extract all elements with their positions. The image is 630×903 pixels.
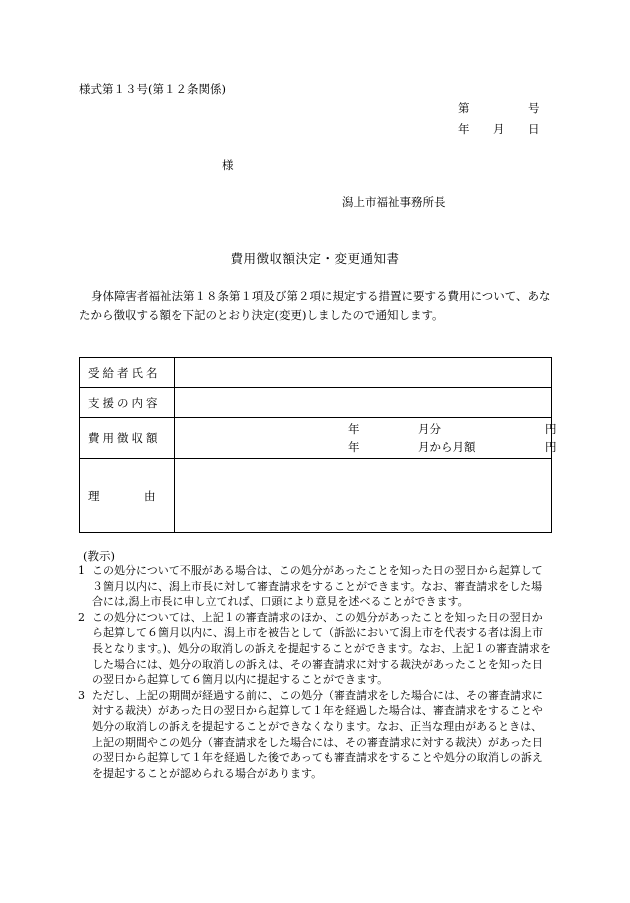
reason-value (175, 459, 552, 533)
notice-item (78, 610, 553, 688)
reason-label (80, 459, 175, 533)
row-fee (80, 418, 552, 459)
reason-label-1: 理 (88, 488, 103, 503)
notice-item (78, 563, 553, 610)
fee-row2-month: 月から月額 (418, 440, 476, 454)
info-table (79, 357, 557, 533)
recipient-honorific: 様 (222, 158, 234, 172)
row-support (80, 388, 552, 418)
document-number-suffix: 号 (528, 101, 540, 115)
row-recipient-name (80, 358, 552, 388)
intro-text: 身体障害者福祉法第１８条第１項及び第２項に規定する措置に要する費用について、あなたから徴収する額を下記のとおり決定(変更)しましたので通知します。 (79, 289, 551, 322)
date-day: 日 (528, 122, 540, 136)
document-title: 費用徴収額決定・変更通知書 (230, 251, 400, 266)
notice-number: 3 (78, 688, 85, 702)
notice-heading: (教示) (83, 549, 115, 563)
notice-list (78, 563, 553, 781)
form-number: 様式第１３号(第１２条関係) (79, 82, 226, 96)
sender-name: 潟上市福祉事務所長 (342, 195, 446, 209)
fee-row1-month: 月分 (418, 422, 441, 436)
notice-text: ただし、上記の期間が経過する前に、この処分（審査請求をした場合には、その審査請求に対する裁決）があった日の翌日から起算して１年を経過した場合は、審査請求をすることや処分の取消しの訴えを提起することができなくなります。なお、正当な理由があるときは、上記の期間やこの処分（審査請求をした場合には、その審査請求に対する裁決）があった日の翌日から起算して１年を経過した後であっても審査請求をすることや処分の取消しの訴えを提起することが認められる場合があります。 (92, 688, 543, 780)
notice-text: この処分について不服がある場合は、この処分があったことを知った日の翌日から起算して３箇月以内に、潟上市長に対して審査請求をすることができます。なお、審査請求をした場合には,潟上市長に申し立てれば、口頭により意見を述べることができます。 (92, 564, 543, 609)
fee-value (175, 418, 557, 459)
notice-number: 1 (78, 564, 85, 577)
fee-row2-year: 年 (348, 440, 360, 454)
recipient-name-label: 受給者氏名 (80, 358, 175, 388)
fee-label: 費用徴収額 (80, 418, 175, 459)
date-year: 年 (458, 122, 470, 136)
recipient-name-value (175, 358, 552, 388)
document-number-prefix: 第 (458, 101, 470, 115)
notice-number: 2 (78, 610, 85, 624)
reason-label-2: 由 (144, 488, 159, 503)
fee-row2-yen: 円 (545, 440, 557, 454)
intro-paragraph (79, 287, 552, 325)
fee-row1-year: 年 (348, 422, 360, 436)
notice-text: この処分については、上記１の審査請求のほか、この処分があったことを知った日の翌日から起算して６箇月以内に、潟上市を被告として（訴訟において潟上市を代表する者は潟上市長となります。)、処分の取消しの訴えを提起することができます。なお、上記１の審査請求をした場合には、処分の取消しの訴えは、その審査請求に対する裁決があったことを知った日の翌日から起算して６箇月以内に提起することができます。 (92, 610, 552, 687)
support-value (175, 388, 552, 418)
row-reason (80, 459, 552, 533)
date-month: 月 (493, 122, 505, 136)
notice-item (78, 688, 553, 782)
fee-row1-yen: 円 (545, 422, 557, 436)
support-label: 支援の内容 (80, 388, 175, 418)
